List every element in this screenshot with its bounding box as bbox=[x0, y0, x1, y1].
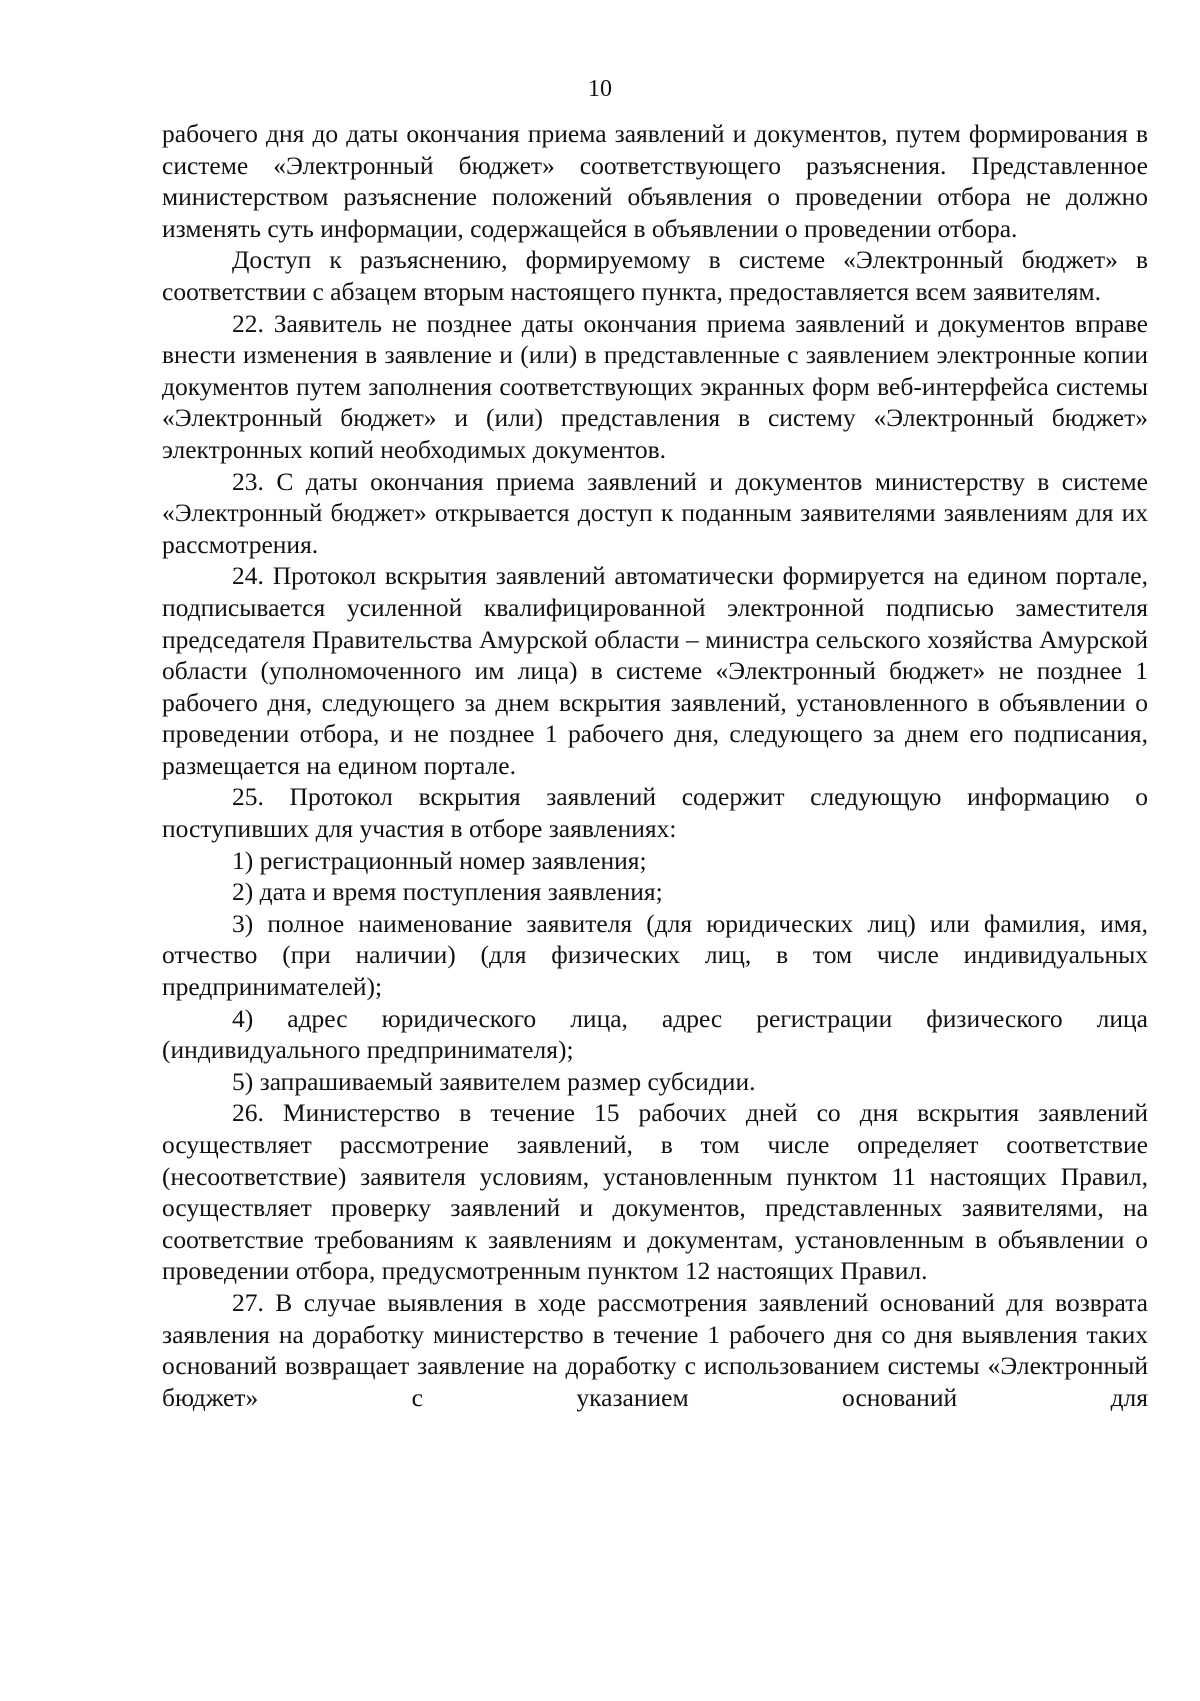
list-item-1: 1) регистрационный номер заявления; bbox=[232, 845, 647, 875]
paragraph-27: 27. В случае выявления в ходе рассмотрения заявлений оснований для возврата заявления на доработку министерство в течение 1 рабочего дня со дня выявления таких оснований возвращает заявление на доработку с использованием системы «Электронный бюджет» с указанием оснований для bbox=[162, 1287, 1148, 1412]
list-item-4: 4) адрес юридического лица, адрес регистрации физического лица (индивидуального предпринимателя); bbox=[162, 1003, 1148, 1065]
paragraph-24: 24. Протокол вскрытия заявлений автоматически формируется на едином портале, подписывается усиленной квалифицированной электронной подписью заместителя председателя Правительства Амурской области – министра сельского хозяйства Амурской области (уполномоченного им лица) в системе «Электронный бюджет» не позднее 1 рабочего дня, следующего за днем вскрытия заявлений, установленного в объявлении о проведении отбора, и не позднее 1 рабочего дня, следующего за днем его подписания, размещается на едином портале. bbox=[162, 561, 1148, 780]
paragraph-continuation: рабочего дня до даты окончания приема заявлений и документов, путем формирования в системе «Электронный бюджет» соответствующего разъяснения. Представленное министерством разъяснение положений объявления о проведении отбора не должно изменять суть информации, содержащейся в объявлении о проведении отбора. bbox=[162, 119, 1148, 243]
paragraph-23: 23. С даты окончания приема заявлений и документов министерству в системе «Электронный бюджет» открывается доступ к поданным заявителями заявлениям для их рассмотрения. bbox=[162, 466, 1148, 559]
document-body bbox=[162, 118, 1148, 1413]
paragraph-22: 22. Заявитель не позднее даты окончания приема заявлений и документов вправе внести изменения в заявление и (или) в представленные с заявлением электронные копии документов путем заполнения соответствующих экранных форм веб-интерфейса системы «Электронный бюджет» и (или) представления в систему «Электронный бюджет» электронных копий необходимых документов. bbox=[162, 308, 1148, 464]
paragraph-25: 25. Протокол вскрытия заявлений содержит следующую информацию о поступивших для участия в отборе заявлениях: bbox=[162, 782, 1148, 844]
list-item-2: 2) дата и время поступления заявления; bbox=[232, 877, 663, 907]
list-item-5: 5) запрашиваемый заявителем размер субсидии. bbox=[232, 1066, 756, 1096]
list-item-3: 3) полное наименование заявителя (для юридических лиц) или фамилия, имя, отчество (при наличии) (для физических лиц, в том числе индивидуальных предпринимателей); bbox=[162, 908, 1148, 1002]
paragraph-access-clarification: Доступ к разъяснению, формируемому в системе «Электронный бюджет» в соответствии с абзацем вторым настоящего пункта, предоставляется всем заявителям. bbox=[162, 245, 1148, 306]
paragraph-26: 26. Министерство в течение 15 рабочих дней со дня вскрытия заявлений осуществляет рассмотрение заявлений, в том числе определяет соответствие (несоответствие) заявителя условиям, установленным пунктом 11 настоящих Правил, осуществляет проверку заявлений и документов, представленных заявителями, на соответствие требованиям к заявлениям и документам, установленным в объявлении о проведении отбора, предусмотренным пунктом 12 настоящих Правил. bbox=[162, 1098, 1148, 1286]
page-number: 10 bbox=[588, 76, 612, 102]
